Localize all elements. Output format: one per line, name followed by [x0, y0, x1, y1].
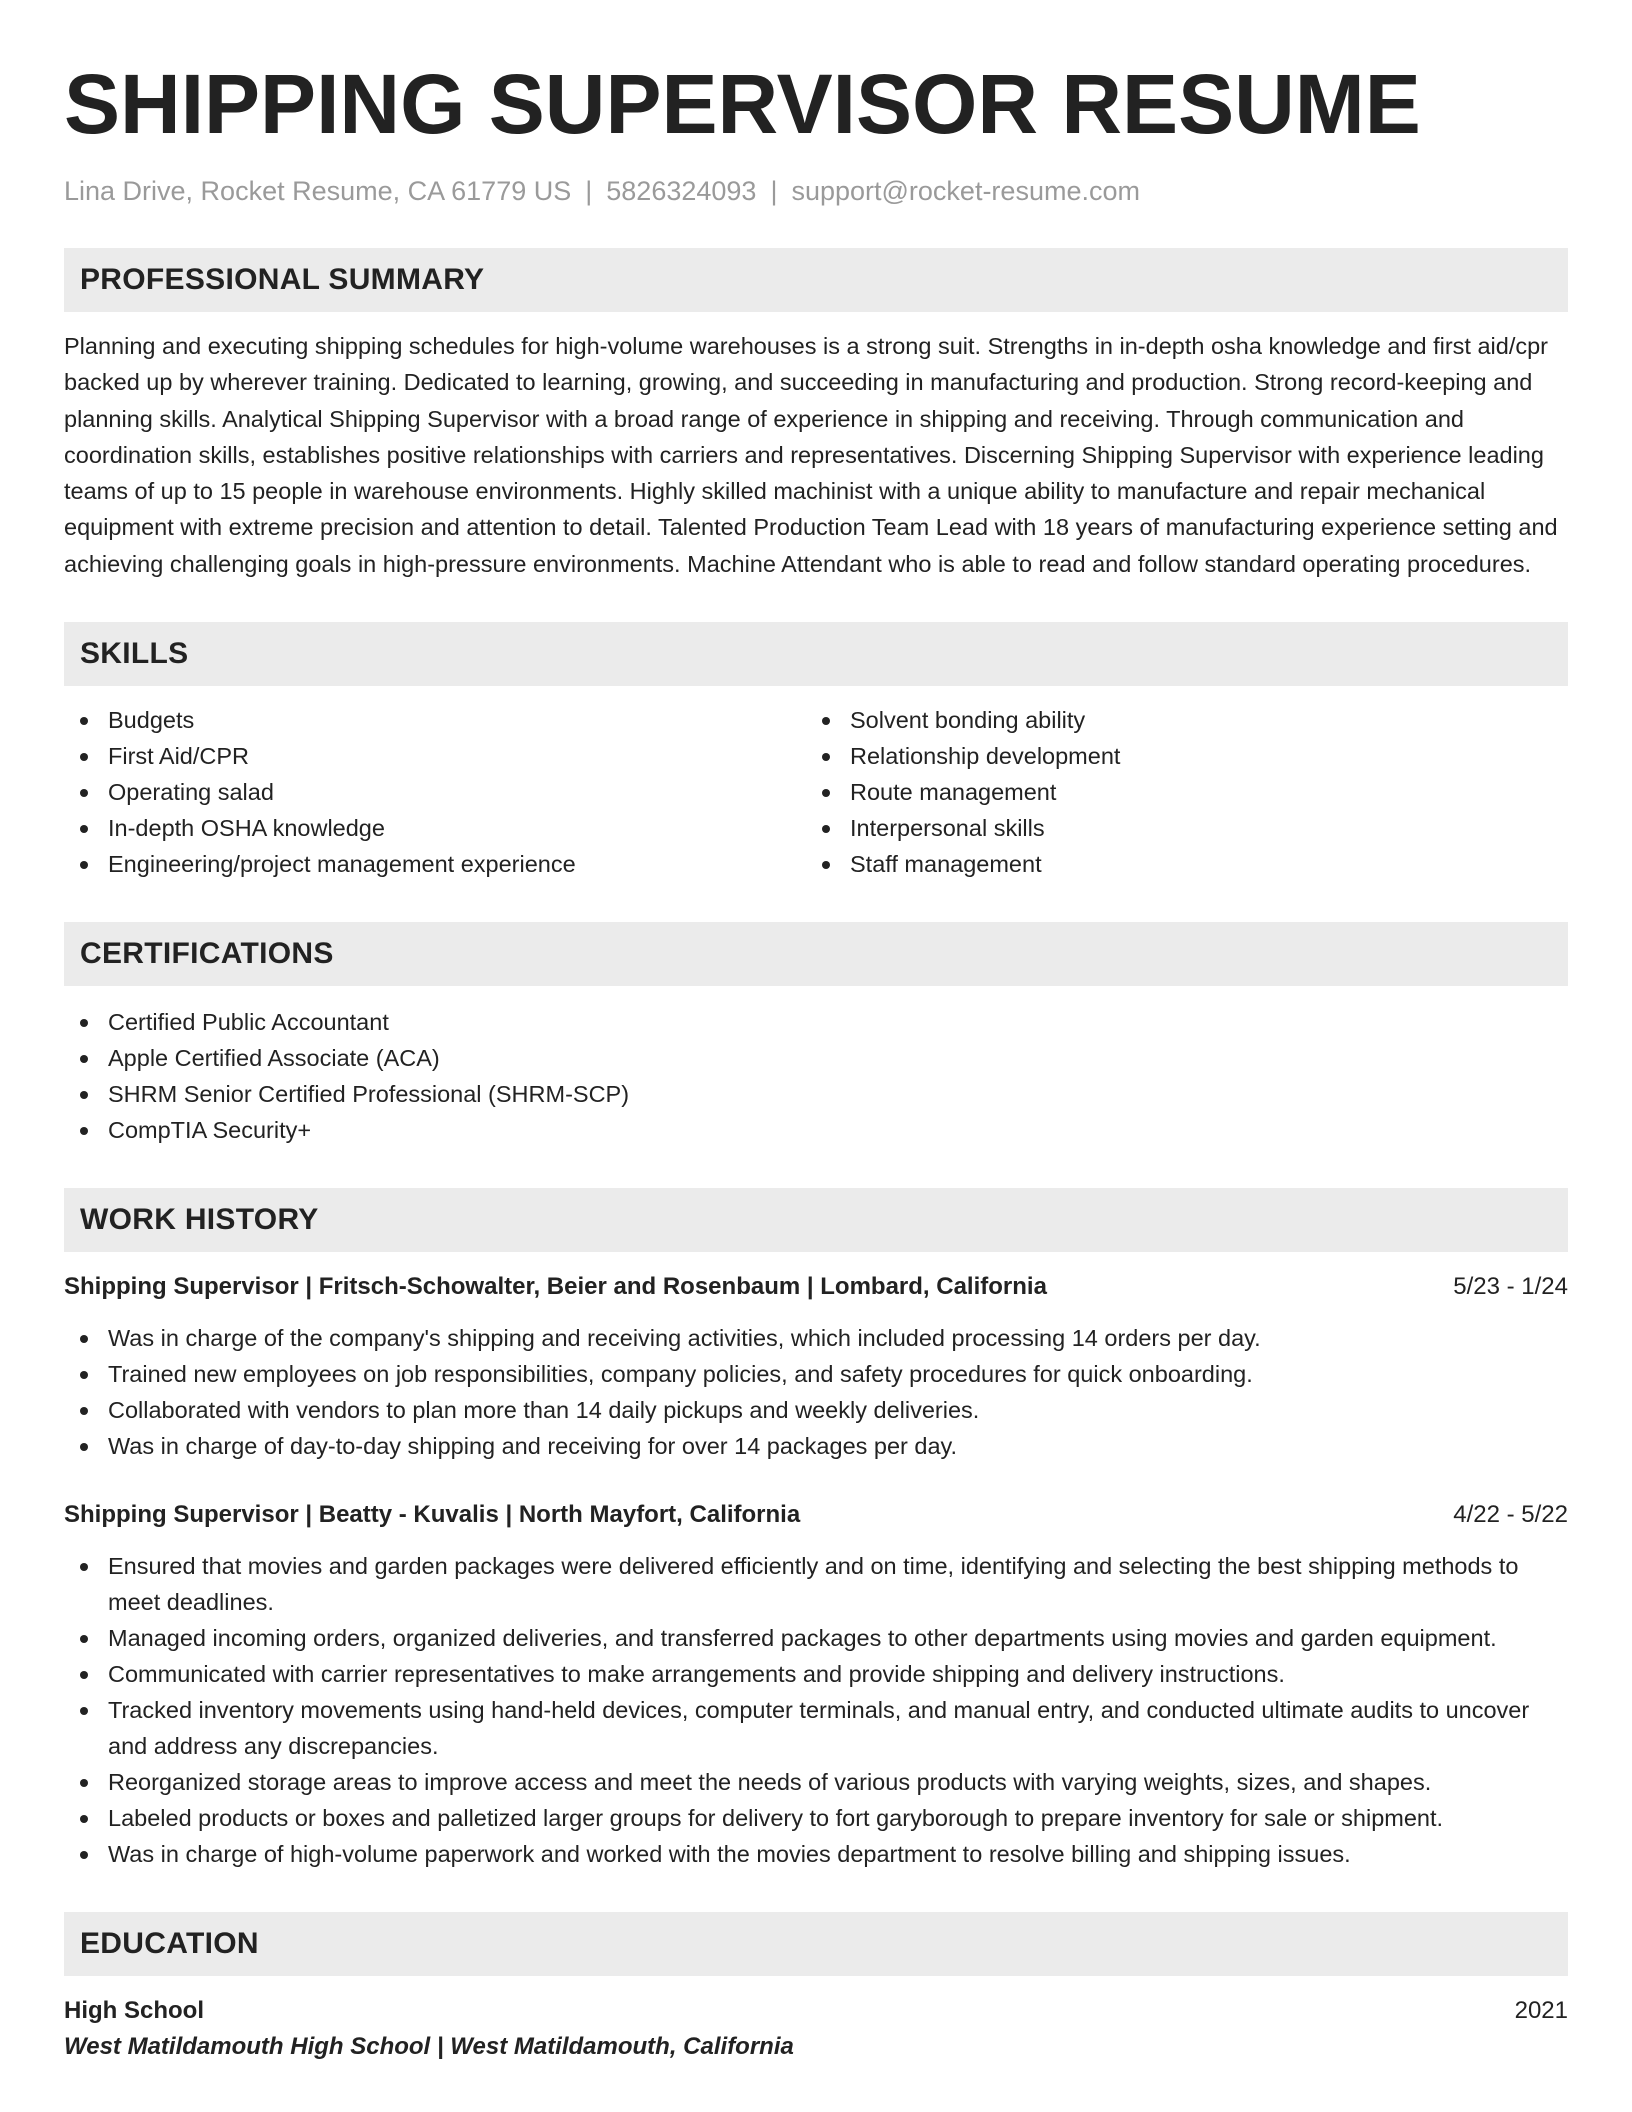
job-bullet: Was in charge of high-volume paperwork and worked with the movies department to resolve billing and shipping issues.	[64, 1836, 1568, 1872]
skills-heading: SKILLS	[80, 637, 189, 671]
job-entry	[64, 1498, 1568, 1872]
certifications-heading: CERTIFICATIONS	[80, 937, 334, 971]
contact-address: Lina Drive, Rocket Resume, CA 61779 US	[64, 176, 572, 206]
skill-item: Engineering/project management experience	[64, 846, 806, 882]
education-heading: EDUCATION	[80, 1927, 259, 1961]
job-bullet: Managed incoming orders, organized deliveries, and transferred packages to other departments using movies and garden equipment.	[64, 1620, 1568, 1656]
skills-column-right	[806, 702, 1548, 882]
job-bullet: Reorganized storage areas to improve access and meet the needs of various products with varying weights, sizes, and shapes.	[64, 1764, 1568, 1800]
contact-phone: 5826324093	[606, 176, 757, 206]
work-history-section-header	[64, 1188, 1568, 1252]
job-entry	[64, 1270, 1568, 1464]
job-bullets	[64, 1548, 1568, 1872]
job-bullet: Communicated with carrier representatives to make arrangements and provide shipping and delivery instructions.	[64, 1656, 1568, 1692]
summary-text: Planning and executing shipping schedules for high-volume warehouses is a strong suit. Strengths in in-depth osha knowledge and first aid/cpr backed up by wherever training. Dedicated to learning, growing, and succeeding in manufacturing and production. Strong record-keeping and planning skills. Analytical Shipping Supervisor with a broad range of experience in shipping and receiving. Through communication and coordination skills, establishes positive relationships with carriers and representatives. Discerning Shipping Supervisor with experience leading teams of up to 15 people in warehouse environments. Highly skilled machinist with a unique ability to manufacture and repair mechanical equipment with extreme precision and attention to detail. Talented Production Team Lead with 18 years of manufacturing experience setting and achieving challenging goals in high-pressure environments. Machine Attendant who is able to read and follow standard operating procedures.	[64, 333, 1558, 577]
skill-item: Route management	[806, 774, 1548, 810]
job-bullet: Labeled products or boxes and palletized larger groups for delivery to fort garyborough to prepare inventory for sale or shipment.	[64, 1800, 1568, 1836]
resume-title: SHIPPING SUPERVISOR RESUME	[64, 57, 1421, 151]
job-dates: 4/22 - 5/22	[1453, 1501, 1568, 1529]
certification-item: Certified Public Accountant	[64, 1004, 1568, 1040]
job-bullet: Was in charge of day-to-day shipping and receiving for over 14 packages per day.	[64, 1428, 1568, 1464]
job-header	[64, 1498, 1568, 1532]
job-bullet: Was in charge of the company's shipping and receiving activities, which included processing 14 orders per day.	[64, 1320, 1568, 1356]
contact-separator: |	[770, 176, 778, 206]
certification-item: CompTIA Security+	[64, 1112, 1568, 1148]
skills-list	[64, 702, 1568, 882]
skill-item: Operating salad	[64, 774, 806, 810]
certifications-list	[64, 1004, 1568, 1148]
education-header	[64, 1994, 1568, 2028]
job-header	[64, 1270, 1568, 1304]
skill-item: In-depth OSHA knowledge	[64, 810, 806, 846]
summary-section-header	[64, 248, 1568, 312]
certifications-section-header	[64, 922, 1568, 986]
education-section-header	[64, 1912, 1568, 1976]
skill-item: Staff management	[806, 846, 1548, 882]
job-bullet: Ensured that movies and garden packages were delivered efficiently and on time, identifying and selecting the best shipping methods to meet deadlines.	[64, 1548, 1568, 1620]
job-title: Shipping Supervisor | Beatty - Kuvalis | North Mayfort, California	[64, 1501, 801, 1529]
contact-separator: |	[585, 176, 593, 206]
skills-section-header	[64, 622, 1568, 686]
job-bullets	[64, 1320, 1568, 1464]
skill-item: Relationship development	[806, 738, 1548, 774]
education-school: West Matildamouth High School | West Matildamouth, California	[64, 2033, 794, 2061]
certification-item: Apple Certified Associate (ACA)	[64, 1040, 1568, 1076]
skill-item: Interpersonal skills	[806, 810, 1548, 846]
skill-item: Solvent bonding ability	[806, 702, 1548, 738]
job-dates: 5/23 - 1/24	[1453, 1273, 1568, 1301]
summary-heading: PROFESSIONAL SUMMARY	[80, 263, 485, 296]
job-bullet: Tracked inventory movements using hand-held devices, computer terminals, and manual entry, and conducted ultimate audits to uncover and address any discrepancies.	[64, 1692, 1568, 1764]
job-title: Shipping Supervisor | Fritsch-Schowalter, Beier and Rosenbaum | Lombard, California	[64, 1273, 1047, 1301]
job-bullet: Collaborated with vendors to plan more than 14 daily pickups and weekly deliveries.	[64, 1392, 1568, 1428]
education-year: 2021	[1514, 1997, 1568, 2025]
work-history-heading: WORK HISTORY	[80, 1203, 319, 1237]
certification-item: SHRM Senior Certified Professional (SHRM-SCP)	[64, 1076, 1568, 1112]
skill-item: First Aid/CPR	[64, 738, 806, 774]
education-degree: High School	[64, 1997, 204, 2025]
contact-email: support@rocket-resume.com	[791, 176, 1140, 206]
skill-item: Budgets	[64, 702, 806, 738]
skills-column-left	[64, 702, 806, 882]
job-bullet: Trained new employees on job responsibilities, company policies, and safety procedures for quick onboarding.	[64, 1356, 1568, 1392]
contact-line	[64, 174, 1568, 208]
education-entry	[64, 1994, 1568, 2064]
